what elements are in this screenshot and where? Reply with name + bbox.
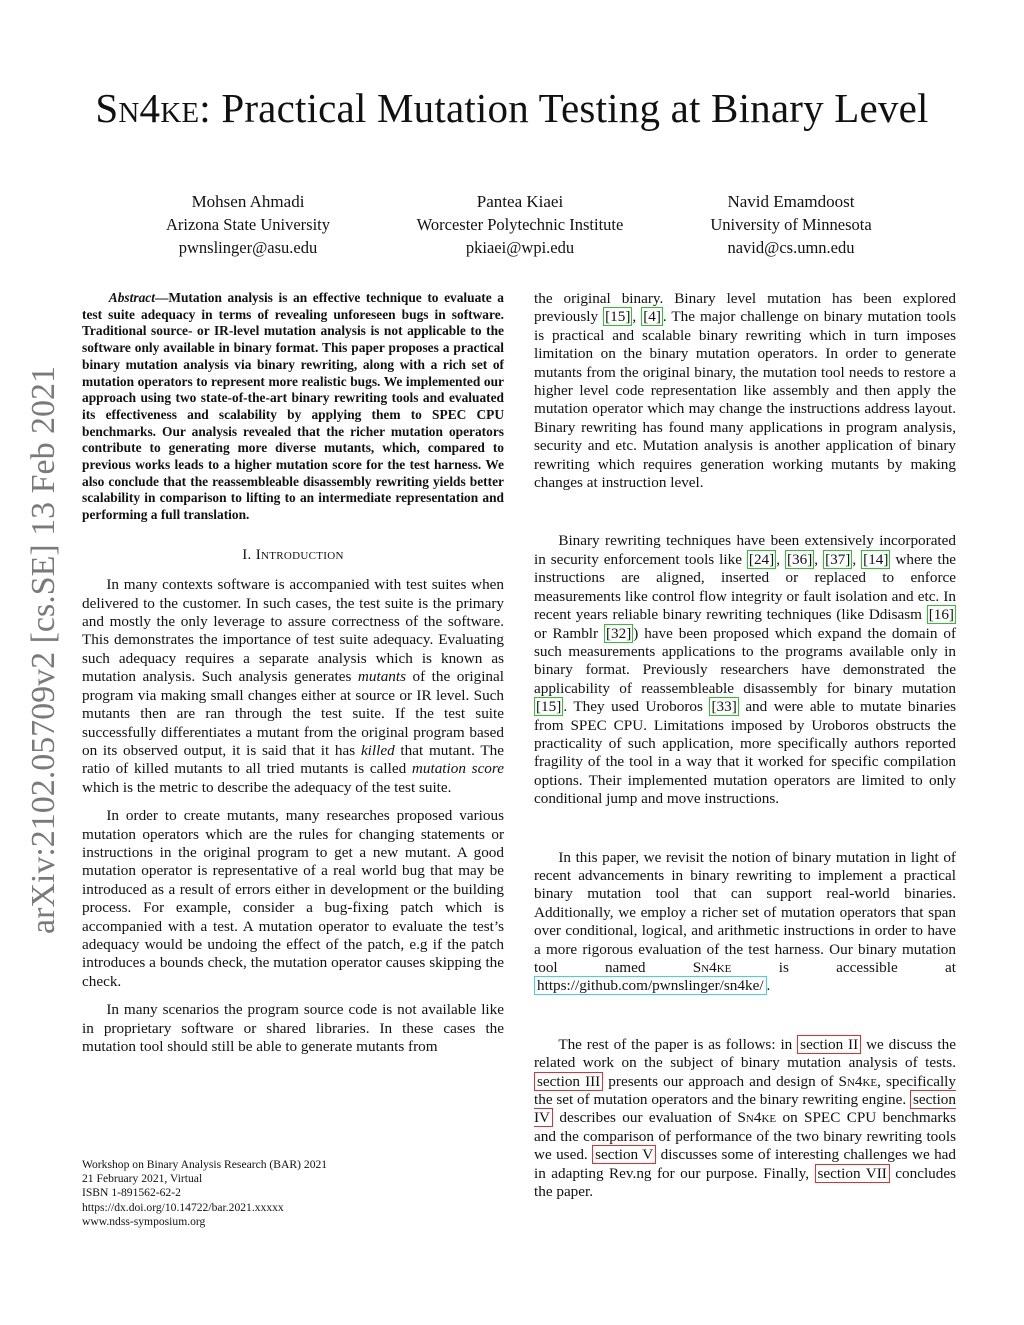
intro-paragraph-2: In order to create mutants, many researches proposed various mutation operators which are the rules for changing statements or instructions in the original program to get a new mutant. A good mutation operator is representative of a real world bug that may be introduced as a result of errors either in development or the building process. For example, consider a bug-fixing patch which is accompanied with a test. A mutation operator to evaluate the test’s adequacy would be undoing the effect of the patch, e.g if the patch introduces a bounds check, the mutation operator causes skipping the check. — [82, 807, 504, 990]
tool-name: Sn4ke — [737, 1109, 777, 1127]
text-run: concludes the paper. — [534, 1164, 957, 1201]
author-1-affiliation: Arizona State University — [165, 215, 331, 234]
abstract-text: Mutation analysis is an effective technique to evaluate a test suite adequacy in terms of revealing unforeseen bugs in software. Traditional source- or IR-level mutation analysis is not applicable to the software only available in binary format. This paper proposes a practical binary mutation analysis via binary rewriting, along with a rich set of mutation operators to represent more realistic bugs. We implemented our approach using two state-of-the-art binary rewriting tools and evaluated its effectiveness and scalability by applying them to SPEC CPU benchmarks. Our analysis revealed that the richer mutation operators contribute to generating more diverse mutants, which, compared to previous works leads to a higher mutation score for the test harness. We also conclude that the reassembleable disassembly rewriting yields better scalability in comparison to lifting to an intermediate representation and performing a full translation. — [82, 290, 504, 523]
text-run: . The major challenge on binary mutation tools is practical and scalable binary rewriting which in turn imposes limitation on the binary mutation operators. In order to generate mutants from the original binary, the mutation tool needs to restore a higher level code representation like assembly and then apply the mutation operator which may change the instructions address layout. Binary rewriting has found many applications in program analysis, security and etc. Mutation analysis is another application of binary rewriting which requires generation working mutants by making changes at instruction level. — [534, 308, 956, 492]
text-run: Binary rewriting techniques have been extensively incorporated in security enforcement tools like — [534, 532, 956, 568]
text-run: describes our evaluation of — [553, 1109, 738, 1127]
text-run: , — [852, 550, 862, 568]
text-run: , — [814, 550, 824, 568]
text-run: In this paper, we revisit the notion of binary mutation in light of recent advancements in binary rewriting to implement a practical binary mutation tool that can support real-world binaries. Additionally, we employ a richer set of mutation operators that span over conditional, logical, and arithmetic instructions in order to have a more rigorous evaluation of the test harness. Our binary mutation tool named — [534, 848, 956, 976]
title-rest: : Practical Mutation Testing at Binary Level — [199, 85, 929, 131]
text-run: The rest of the paper is as follows: in — [558, 1035, 798, 1053]
paper-title — [0, 84, 1024, 132]
text-run: or Ramblr — [534, 624, 604, 642]
citation-link[interactable]: [33] — [711, 698, 737, 716]
footnote-line-2: 21 February 2021, Virtual — [82, 1172, 203, 1186]
author-1-name: Mohsen Ahmadi — [191, 192, 305, 211]
text-run: is accessible at — [731, 959, 957, 976]
author-2-email: pkiaei@wpi.edu — [465, 238, 575, 257]
citation-link[interactable]: [4] — [643, 308, 661, 326]
footnote-line-5: www.ndss-symposium.org — [82, 1214, 206, 1228]
right-paragraph-3 — [534, 849, 956, 996]
text-run: presents our approach and design of — [603, 1072, 839, 1090]
citation-link[interactable]: [14] — [863, 550, 889, 568]
author-3-name: Navid Emamdoost — [727, 192, 855, 211]
abstract-dash: — — [154, 290, 169, 305]
text-run: of the original program via making small changes either at source or IR level. Such mutants then are ran through the test suite. If the test suite successfully differentiates a mutant from the original program based on its observed output, it is said that it has — [82, 668, 504, 759]
right-column — [534, 290, 956, 1241]
text-run: we discuss the related work on the subject of binary mutation analysis of tests. — [534, 1035, 956, 1072]
term-mutation-score: mutation score — [411, 760, 504, 778]
text-run: , — [776, 550, 785, 568]
footnote-line-3: ISBN 1-891562-62-2 — [82, 1186, 181, 1200]
right-paragraph-1 — [534, 290, 956, 492]
author-1-email: pwnslinger@asu.edu — [178, 238, 318, 257]
citation-link[interactable]: [36] — [786, 550, 813, 568]
text-run: . — [766, 977, 771, 995]
footnote-line-1: Workshop on Binary Analysis Research (BAR) 2021 — [82, 1158, 328, 1171]
author-block — [0, 190, 1024, 260]
author-3-affiliation: University of Minnesota — [710, 215, 872, 234]
text-run: , — [632, 308, 642, 326]
section-heading-introduction — [82, 546, 504, 564]
footnote-line-4: https://dx.doi.org/10.14722/bar.2021.xxxxx — [82, 1200, 284, 1214]
tool-name: Sn4ke — [692, 959, 732, 976]
author-2-name: Pantea Kiaei — [476, 192, 564, 211]
citation-link[interactable]: [24] — [748, 550, 775, 568]
section-ref-link[interactable]: section III — [534, 1072, 603, 1091]
arxiv-stamp-svg — [14, 360, 66, 940]
section-numeral: I. — [242, 546, 252, 563]
author-2-affiliation: Worcester Polytechnic Institute — [416, 215, 624, 234]
text-run: discusses some of interesting challenges we had in adapting Rev.ng for our purpose. Finally, — [534, 1146, 956, 1182]
intro-paragraph-1 — [82, 576, 504, 797]
text-run: ) have been proposed which expand the domain of such measurements applications to the programs available only in binary format. Previously researchers have demonstrated the applicability of reassembleable disassembly for binary mutation — [534, 624, 956, 697]
section-ref-link[interactable]: section VII — [815, 1164, 890, 1183]
text-run: , specifically the set of mutation operators and the binary rewriting engine. — [534, 1072, 956, 1109]
text-run: the original binary. Binary level mutation has been explored previously — [534, 290, 956, 326]
abstract — [82, 290, 504, 524]
github-url-link[interactable]: https://github.com/pwnslinger/sn4ke/ — [534, 976, 767, 995]
citation-link[interactable]: [32] — [605, 624, 632, 642]
author-3 — [641, 190, 941, 259]
right-paragraph-4 — [534, 1036, 956, 1202]
venue-footnote — [82, 1158, 504, 1229]
left-column — [82, 290, 504, 1066]
author-2 — [370, 190, 670, 259]
arxiv-side-stamp — [14, 360, 66, 940]
text-run: . They used Uroboros — [563, 698, 710, 716]
text-run: where the instructions are aligned, inserted or replaced to enforce measurements like control flow integrity or fault isolation and etc. In recent years reliable binary rewriting techniques (like Ddisasm — [534, 550, 957, 624]
text-run: In many contexts software is accompanied with test suites when delivered to the customer. In such cases, the test suite is the primary and mostly the only leverage to assure correctness of the software. This demonstrates the importance of test suite adequacy. Evaluating such adequacy requires a separate analysis which is known as mutation analysis. Such analysis generates — [82, 576, 504, 686]
citation-link[interactable]: [15] — [605, 308, 631, 326]
intro-paragraph-3: In many scenarios the program source code is not available like in proprietary software or shared libraries. In these cases the mutation tool should still be able to generate mutants from — [82, 1001, 504, 1055]
author-1 — [98, 190, 398, 259]
section-ref-link[interactable]: section II — [797, 1035, 861, 1054]
citation-link[interactable]: [15] — [536, 698, 562, 716]
section-ref-link[interactable]: section IV — [534, 1091, 956, 1127]
right-paragraph-2 — [534, 532, 956, 808]
text-run: on SPEC CPU benchmarks and the comparison of performance of the two binary rewriting tools we used. — [534, 1109, 956, 1164]
text-run: and were able to mutate binaries from SPEC CPU. Limitations imposed by Uroboros obstructs the practicality of such application, more specifically authors reported fragility of the tool in a way that it worked for specific compilation options. Their implemented mutation operators are limited to only conditional jump and move instructions. — [534, 698, 957, 808]
abstract-label: Abstract — [108, 290, 155, 305]
citation-link[interactable]: [16] — [928, 606, 954, 624]
arxiv-stamp-text: arXiv:2102.05709v2 [cs.SE] 13 Feb 2021 — [25, 373, 62, 934]
term-killed: killed — [360, 741, 395, 759]
author-3-email: navid@cs.umn.edu — [727, 238, 855, 257]
text-run: which is the metric to describe the adequacy of the test suite. — [82, 778, 452, 796]
tool-name: Sn4ke — [838, 1072, 878, 1090]
text-run: that mutant. The ratio of killed mutants to all tried mutants is called — [82, 741, 504, 778]
title-tool-name: Sn4ke — [95, 85, 200, 131]
section-ref-link[interactable]: section V — [592, 1145, 656, 1164]
term-mutants: mutants — [357, 668, 407, 686]
citation-link[interactable]: [37] — [825, 550, 851, 568]
section-title: Introduction — [255, 546, 344, 563]
